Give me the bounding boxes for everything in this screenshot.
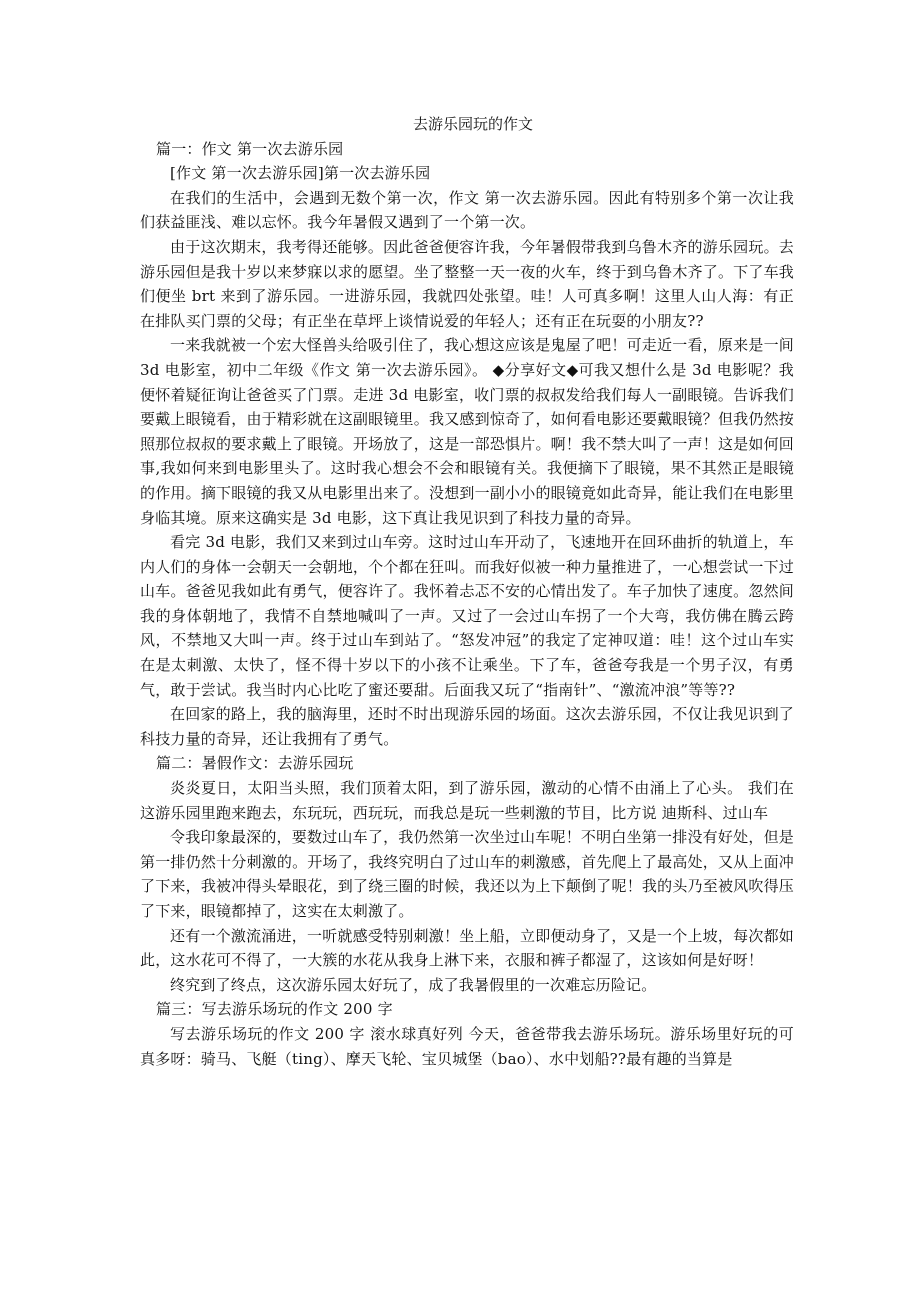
paragraph: 炎炎夏日，太阳当头照，我们顶着太阳，到了游乐园，激动的心情不由涌上了心头。 我们在这游乐园里跑来跑去，东玩玩，西玩玩，而我总是玩一些刺激的节目，比方说 迪斯科、过山车 <box>140 779 794 822</box>
section-subheading: [作文 第一次去游乐园]第一次去游乐园 <box>170 164 431 183</box>
paragraph: 还有一个激流涌进，一听就感受特别刺激！坐上船，立即便动身了，又是一个上坡，每次都如此，这水花可不得了，一大簇的水花从我身上淋下来，衣服和裤子都湿了，这该如何是好呀！ <box>140 926 794 970</box>
paragraph: 在回家的路上，我的脑海里，还时不时出现游乐园的场面。这次去游乐园，不仅让我见识到了科技力量的奇异，还让我拥有了勇气。 <box>140 705 794 748</box>
document-body <box>140 112 794 1071</box>
paragraph: 在我们的生活中，会遇到无数个第一次，作文 第一次去游乐园。因此有特别多个第一次让我们获益匪浅、难以忘怀。我今年暑假又遇到了一个第一次。 <box>140 188 794 232</box>
section-heading: 篇二：暑假作文：去游乐园玩 <box>156 754 354 773</box>
paragraph: 写去游乐场玩的作文 200 字 滚水球真好列 今天，爸爸带我去游乐场玩。游乐场里好玩的可真多呀：骑马、飞艇（ting）、摩天飞轮、宝贝城堡（bao）、水中划船??最有趣的当算是 <box>140 1024 794 1068</box>
paragraph: 一来我就被一个宏大怪兽头给吸引住了，我心想这应该是鬼屋了吧！可走近一看，原来是一间 3d 电影室，初中二年级《作文 第一次去游乐园》。 ◆分享好文◆可我又想什么是 3d 电影呢？我便怀着疑征询让爸爸买了门票。走进 3d 电影室，收门票的叔叔发给我们每人一副眼镜。告诉我们要戴上眼镜看，由于精彩就在这副眼镜里。我又感到惊奇了，如何看电影还要戴眼镜？但我仍然按照那位叔叔的要求戴上了眼镜。开场放了，这是一部恐惧片。啊！我不禁大叫了一声！这是如何回事,我如何来到电影里头了。这时我心想会不会和眼镜有关。我便摘下了眼镜，果不其然正是眼镜的作用。摘下眼镜的我又从电影里出来了。没想到一副小小的眼镜竟如此奇异，能让我们在电影里身临其境。原来这确实是 3d 电影，这下真让我见识到了科技力量的奇异。 <box>140 336 794 527</box>
paragraph: 由于这次期末，我考得还能够。因此爸爸便容许我，今年暑假带我到乌鲁木齐的游乐园玩。去游乐园但是我十岁以来梦寐以求的愿望。坐了整整一天一夜的火车，终于到乌鲁木齐了。下了车我们便坐 brt 来到了游乐园。一进游乐园，我就四处张望。哇！人可真多啊！这里人山人海：有正在排队买门票的父母；有正坐在草坪上谈情说爱的年轻人；还有正在玩耍的小朋友?? <box>140 237 794 330</box>
paragraph: 令我印象最深的，要数过山车了，我仍然第一次坐过山车呢！不明白坐第一排没有好处，但是第一排仍然十分刺激的。开场了，我终究明白了过山车的刺激感，首先爬上了最高处，又从上面冲了下来，我被冲得头晕眼花，到了绕三圈的时候，我还以为上下颠倒了呢！我的头乃至被风吹得压了下来，眼镜都掉了，这实在太刺激了。 <box>140 828 794 920</box>
paragraph: 终究到了终点，这次游乐园太好玩了，成了我暑假里的一次难忘历险记。 <box>170 975 657 994</box>
document-title: 去游乐园玩的作文 <box>412 115 533 133</box>
section-heading: 篇三：写去游乐场玩的作文 200 字 <box>156 1000 393 1019</box>
paragraph: 看完 3d 电影，我们又来到过山车旁。这时过山车开动了，飞速地开在回环曲折的轨道上，车内人们的身体一会朝天一会朝地，个个都在狂叫。而我好似被一种力量推进了，一心想尝试一下过山车。爸爸见我如此有勇气，便容许了。我怀着忐忑不安的心情出发了。车子加快了速度。忽然间我的身体朝地了，我情不自禁地喊叫了一声。又过了一会过山车拐了一个大弯，我仿佛在腾云跨风，不禁地又大叫一声。终于过山车到站了。“怒发冲冠”的我定了定神叹道：哇！这个过山车实在是太刺激、太快了，怪不得十岁以下的小孩不让乘坐。下了车，爸爸夸我是一个男子汉，有勇气，敢于尝试。我当时内心比吃了蜜还要甜。后面我又玩了“指南针”、“激流冲浪”等等?? <box>140 533 794 699</box>
section-heading: 篇一：作文 第一次去游乐园 <box>156 139 344 158</box>
